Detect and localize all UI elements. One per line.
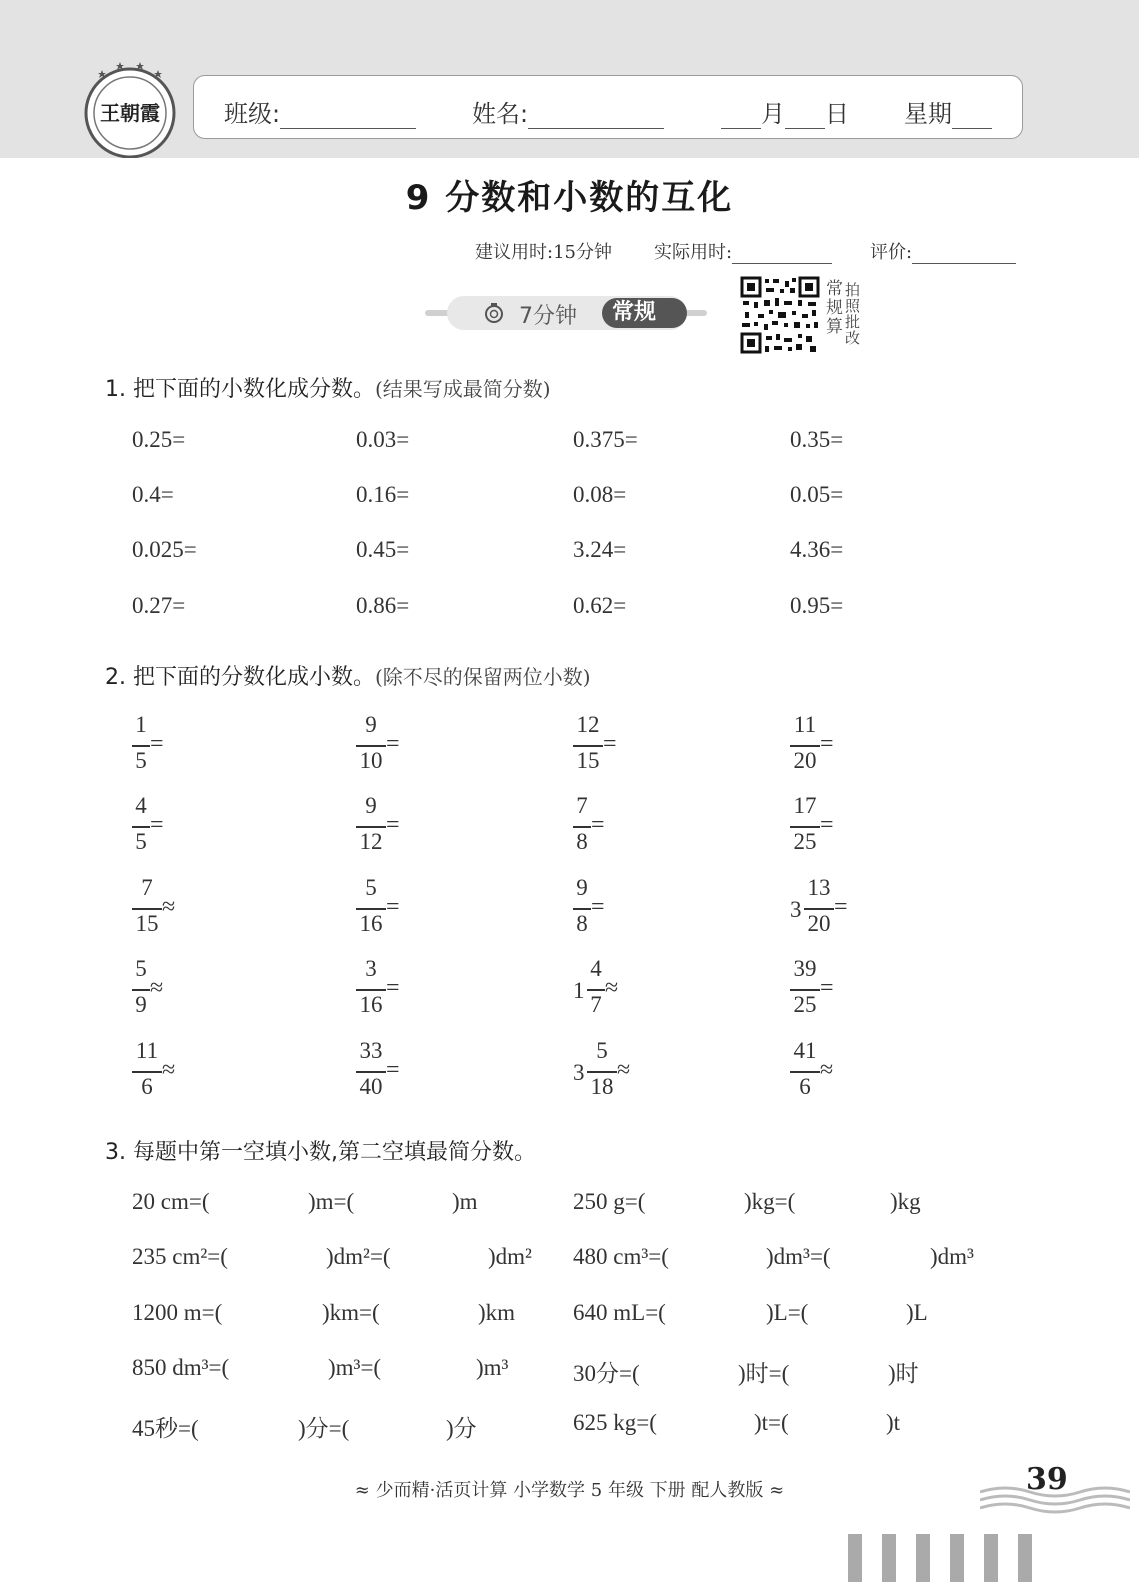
student-info-box — [193, 75, 1023, 139]
fraction-numerator: 9 — [365, 793, 377, 818]
q3-part-a: 250 g=( — [573, 1189, 646, 1214]
fraction-sign: ≈ — [162, 1057, 176, 1083]
class-field[interactable] — [224, 94, 416, 129]
fraction-denominator: 15 — [576, 748, 600, 773]
fraction-denominator: 40 — [359, 1074, 383, 1099]
fraction-denominator: 25 — [793, 829, 817, 854]
q3-part-b: )dm²=( — [326, 1244, 391, 1269]
name-field[interactable] — [472, 94, 664, 129]
fraction-sign: = — [386, 731, 400, 757]
fraction-denominator: 8 — [576, 911, 588, 936]
edge-stripe — [1018, 1534, 1032, 1582]
fraction-sign: = — [386, 812, 400, 838]
fraction-denominator: 9 — [135, 992, 147, 1017]
q1-item: 4.36= — [790, 537, 844, 562]
q3-part-a: 480 cm³=( — [573, 1244, 669, 1269]
fraction-numerator: 4 — [590, 956, 602, 981]
fraction-denominator: 20 — [807, 911, 831, 936]
q3-part-a: 1200 m=( — [132, 1300, 223, 1325]
q1-heading — [105, 372, 551, 403]
fraction-sign: ≈ — [605, 975, 619, 1001]
fraction-sign: = — [386, 894, 400, 920]
fraction-denominator: 5 — [135, 829, 147, 854]
qr-label-left: 常规算 — [826, 279, 843, 337]
fraction-bar — [790, 989, 820, 991]
q1-item: 0.62= — [573, 593, 627, 618]
fraction-numerator: 11 — [135, 1038, 159, 1063]
fraction-denominator: 20 — [793, 748, 817, 773]
q3-part-b: )分=( — [298, 1416, 350, 1441]
q1-item: 0.25= — [132, 427, 186, 452]
fraction-numerator: 9 — [576, 875, 588, 900]
fraction-sign: = — [603, 731, 617, 757]
fraction-numerator: 7 — [141, 875, 153, 900]
fraction-bar — [356, 989, 386, 991]
fraction-sign: = — [150, 812, 164, 838]
q3-part-c: )L — [906, 1300, 928, 1325]
q2-heading — [105, 660, 591, 691]
q1-note: (结果写成最简分数) — [374, 377, 551, 401]
fraction-bar — [573, 908, 591, 910]
fraction-bar — [573, 826, 591, 828]
class-blank[interactable] — [280, 102, 416, 129]
fraction-numerator: 41 — [793, 1038, 817, 1063]
q3-part-c: )时 — [888, 1361, 919, 1386]
q3-part-c: )m³ — [476, 1355, 509, 1380]
fraction-denominator: 16 — [359, 992, 383, 1017]
footer-text: ≈ 少而精·活页计算 小学数学 5 年级 下册 配人教版 ≈ — [354, 1480, 785, 1501]
edge-stripe — [950, 1534, 964, 1582]
qr-label-right: 拍照批改 — [845, 281, 861, 347]
fraction-whole: 1 — [573, 978, 585, 1003]
actual-time-blank[interactable] — [732, 241, 832, 264]
fraction-sign: ≈ — [162, 894, 176, 920]
q3-part-a: 235 cm²=( — [132, 1244, 228, 1269]
fraction-bar — [356, 745, 386, 747]
q3-part-b: )km=( — [322, 1300, 380, 1325]
q3-part-a: 20 cm=( — [132, 1189, 210, 1214]
fraction-denominator: 25 — [793, 992, 817, 1017]
q1-item: 0.35= — [790, 427, 844, 452]
name-blank[interactable] — [528, 102, 664, 129]
q1-item: 0.025= — [132, 537, 197, 562]
fraction-numerator: 11 — [793, 712, 817, 737]
fraction-numerator: 12 — [576, 712, 600, 737]
q3-part-c: )kg — [890, 1189, 921, 1214]
q3-part-b: )L=( — [766, 1300, 809, 1325]
fraction-denominator: 8 — [576, 829, 588, 854]
brand-logo — [80, 58, 180, 158]
month-blank[interactable] — [721, 102, 761, 129]
fraction-numerator: 9 — [365, 712, 377, 737]
q1-item: 0.95= — [790, 593, 844, 618]
fraction-sign: = — [591, 894, 605, 920]
weekday-field[interactable] — [904, 94, 992, 129]
fraction-bar — [804, 908, 834, 910]
fraction-bar — [790, 1071, 820, 1073]
fraction-sign: = — [386, 1057, 400, 1083]
q3-part-a: 45秒=( — [132, 1416, 199, 1441]
q3-part-c: )km — [478, 1300, 516, 1325]
rating-blank[interactable] — [912, 241, 1016, 264]
fraction-numerator: 33 — [359, 1038, 383, 1063]
qr-code-icon[interactable] — [740, 276, 820, 354]
fraction-denominator: 18 — [590, 1074, 614, 1099]
fraction-whole: 3 — [790, 897, 802, 922]
fraction-sign: = — [591, 812, 605, 838]
fraction-denominator: 15 — [135, 911, 159, 936]
fraction-numerator: 17 — [793, 793, 817, 818]
fraction-denominator: 5 — [135, 748, 147, 773]
q1-item: 0.08= — [573, 482, 627, 507]
q3-part-b: )kg=( — [744, 1189, 796, 1214]
q3-part-b: )时=( — [738, 1361, 790, 1386]
fraction-denominator: 12 — [359, 829, 383, 854]
fraction-denominator: 7 — [590, 992, 602, 1017]
q1-item: 0.27= — [132, 593, 186, 618]
fraction-sign: = — [820, 975, 834, 1001]
q3-part-a: 640 mL=( — [573, 1300, 666, 1325]
time-badge — [425, 296, 707, 355]
edge-stripe — [848, 1534, 862, 1582]
q2-heading-text: 2. 把下面的分数化成小数。 — [105, 665, 375, 690]
badge-time: 7分钟 — [519, 304, 577, 329]
q3-part-a: 625 kg=( — [573, 1410, 657, 1435]
weekday-label: 星期 — [904, 100, 952, 128]
month-label: 月 — [761, 100, 785, 128]
q3-part-b: )t=( — [754, 1410, 789, 1435]
fraction-bar — [587, 1071, 617, 1073]
fraction-numerator: 3 — [365, 956, 377, 981]
q3-part-c: )m — [452, 1189, 478, 1214]
class-label: 班级: — [224, 100, 281, 128]
edge-stripe — [984, 1534, 998, 1582]
name-label: 姓名: — [472, 100, 529, 128]
q3-part-c: )t — [886, 1410, 901, 1435]
fraction-sign: ≈ — [617, 1057, 631, 1083]
svg-text:王朝霞: 王朝霞 — [100, 101, 160, 125]
q3-part-a: 850 dm³=( — [132, 1355, 230, 1380]
fraction-numerator: 7 — [576, 793, 588, 818]
fraction-denominator: 6 — [799, 1074, 811, 1099]
q3-part-c: )dm³ — [930, 1244, 974, 1269]
fraction-whole: 3 — [573, 1060, 585, 1085]
q1-item: 0.05= — [790, 482, 844, 507]
q3-heading: 3. 每题中第一空填小数,第二空填最简分数。 — [105, 1140, 536, 1165]
fraction-sign: = — [834, 894, 848, 920]
fraction-bar — [132, 745, 150, 747]
fraction-numerator: 5 — [135, 956, 147, 981]
q1-item: 0.45= — [356, 537, 410, 562]
fraction-sign: ≈ — [820, 1057, 834, 1083]
fraction-denominator: 10 — [359, 748, 383, 773]
q1-item: 0.03= — [356, 427, 410, 452]
actual-time-field[interactable] — [654, 238, 832, 264]
q1-item: 3.24= — [573, 537, 627, 562]
weekday-blank[interactable] — [952, 102, 992, 129]
actual-time-label: 实际用时: — [654, 242, 733, 263]
fraction-numerator: 5 — [596, 1038, 608, 1063]
fraction-bar — [132, 989, 150, 991]
fraction-sign: = — [386, 975, 400, 1001]
fraction-numerator: 39 — [793, 956, 817, 981]
fraction-bar — [587, 989, 605, 991]
q2-note: (除不尽的保留两位小数) — [374, 665, 591, 689]
fraction-sign: = — [820, 812, 834, 838]
fraction-bar — [132, 908, 162, 910]
badge-pill — [447, 296, 687, 355]
edge-stripe — [882, 1534, 896, 1582]
q1-item: 0.4= — [132, 482, 174, 507]
q1-heading-text: 1. 把下面的小数化成分数。 — [105, 377, 375, 402]
fraction-bar — [356, 908, 386, 910]
suggested-time: 建议用时:15分钟 — [475, 242, 612, 263]
fraction-numerator: 5 — [365, 875, 377, 900]
q3-part-b: )m=( — [308, 1189, 355, 1214]
day-blank[interactable] — [785, 102, 825, 129]
fraction-bar — [356, 826, 386, 828]
fraction-bar — [356, 1071, 386, 1073]
fraction-numerator: 4 — [135, 793, 147, 818]
edge-stripe — [916, 1534, 930, 1582]
rating-field[interactable] — [870, 238, 1016, 264]
fraction-numerator: 13 — [807, 875, 831, 900]
fraction-denominator: 16 — [359, 911, 383, 936]
q1-item: 0.375= — [573, 427, 638, 452]
fraction-numerator: 1 — [135, 712, 147, 737]
fraction-bar — [132, 1071, 162, 1073]
q3-part-c: )dm² — [488, 1244, 532, 1269]
day-label: 日 — [825, 100, 849, 128]
fraction-sign: ≈ — [150, 975, 164, 1001]
fraction-bar — [790, 745, 820, 747]
q1-item: 0.16= — [356, 482, 410, 507]
fraction-sign: = — [150, 731, 164, 757]
fraction-denominator: 6 — [141, 1074, 153, 1099]
page-title: 9 分数和小数的互化 — [405, 178, 734, 218]
q3-part-b: )m³=( — [328, 1355, 382, 1380]
fraction-sign: = — [820, 731, 834, 757]
page-number: 39 — [1026, 1462, 1068, 1497]
badge-tag: 常规算 — [602, 298, 687, 328]
q3-part-b: )dm³=( — [766, 1244, 831, 1269]
fraction-bar — [790, 826, 820, 828]
fraction-bar — [132, 826, 150, 828]
rating-label: 评价: — [870, 242, 913, 263]
fraction-bar — [573, 745, 603, 747]
q3-part-c: )分 — [446, 1416, 477, 1441]
q3-part-a: 30分=( — [573, 1361, 640, 1386]
date-field[interactable] — [721, 94, 849, 129]
stopwatch-icon — [483, 302, 505, 324]
q1-item: 0.86= — [356, 593, 410, 618]
